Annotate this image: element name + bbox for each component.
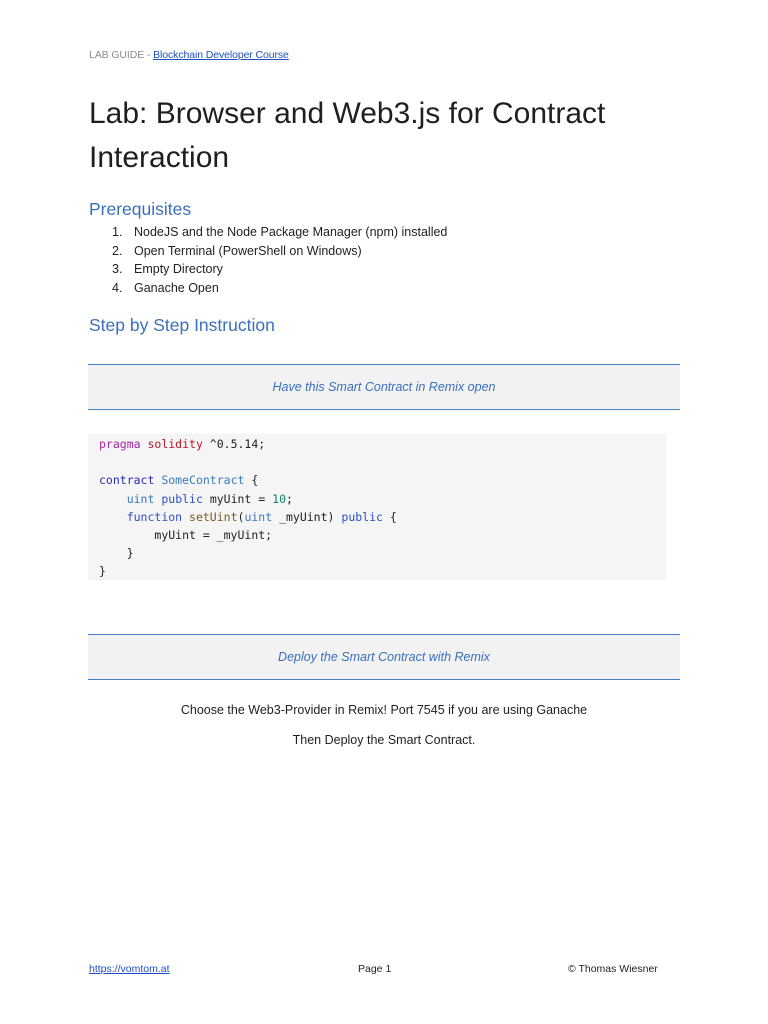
code-line: [99, 544, 666, 562]
code-token: uint: [126, 491, 155, 506]
code-line: [99, 435, 666, 453]
list-item: [112, 242, 447, 261]
code-token: function: [126, 509, 183, 524]
list-item: [112, 223, 447, 242]
code-token: 10: [272, 491, 286, 506]
list-item: [112, 260, 447, 279]
code-token: SomeContract: [161, 473, 245, 488]
callout-deploy-contract: Deploy the Smart Contract with Remix: [88, 634, 680, 680]
page-title: Lab: Browser and Web3.js for Contract Interaction: [89, 97, 606, 174]
running-header: [89, 49, 289, 61]
code-token: public: [341, 509, 383, 524]
list-text: NodeJS and the Node Package Manager (npm) installed: [134, 225, 448, 239]
steps-heading: Step by Step Instruction: [89, 315, 275, 335]
code-token: }: [126, 546, 134, 561]
code-token: contract: [99, 473, 155, 488]
code-token: solidity: [147, 437, 203, 451]
code-token: }: [99, 564, 106, 579]
prerequisites-list: [112, 223, 447, 298]
code-token: {: [244, 473, 259, 488]
code-token: ;: [286, 491, 293, 506]
code-token: uint: [244, 509, 273, 524]
page-number: Page 1: [358, 963, 392, 975]
callout-open-contract: Have this Smart Contract in Remix open: [88, 364, 680, 410]
code-token: ^0.5.14;: [202, 437, 266, 451]
list-item: [112, 279, 447, 298]
course-link[interactable]: Blockchain Developer Course: [153, 49, 289, 61]
list-number: 1.: [112, 225, 123, 239]
code-line: [99, 490, 666, 508]
list-text: Empty Directory: [134, 262, 223, 277]
list-text: Ganache Open: [134, 281, 219, 296]
code-token: {: [382, 509, 397, 524]
list-number: 2.: [112, 243, 123, 258]
code-token: myUint =: [202, 491, 273, 506]
code-line: [99, 526, 666, 544]
code-token: (: [237, 509, 245, 524]
footer-website-link[interactable]: https://vomtom.at: [89, 963, 170, 975]
footer-copyright: © Thomas Wiesner: [568, 963, 658, 975]
instruction-text: Choose the Web3-Provider in Remix! Port 7545 if you are using Ganache: [180, 703, 588, 717]
list-text: Open Terminal (PowerShell on Windows): [134, 243, 362, 258]
code-token: pragma: [99, 437, 141, 451]
code-token: myUint = _myUint;: [154, 527, 273, 542]
list-number: 3.: [112, 262, 123, 277]
code-line: [99, 508, 666, 526]
instruction-text: Then Deploy the Smart Contract.: [292, 733, 476, 747]
code-block: [88, 434, 666, 580]
code-line: [99, 453, 666, 471]
list-number: 4.: [112, 281, 123, 296]
header-prefix: LAB GUIDE -: [89, 49, 154, 61]
code-token: _myUint): [272, 509, 342, 524]
code-token: public: [161, 491, 203, 506]
code-line: [99, 471, 666, 489]
code-line: [99, 562, 666, 580]
code-token: setUint: [189, 509, 238, 524]
prerequisites-heading: Prerequisites: [89, 199, 192, 219]
